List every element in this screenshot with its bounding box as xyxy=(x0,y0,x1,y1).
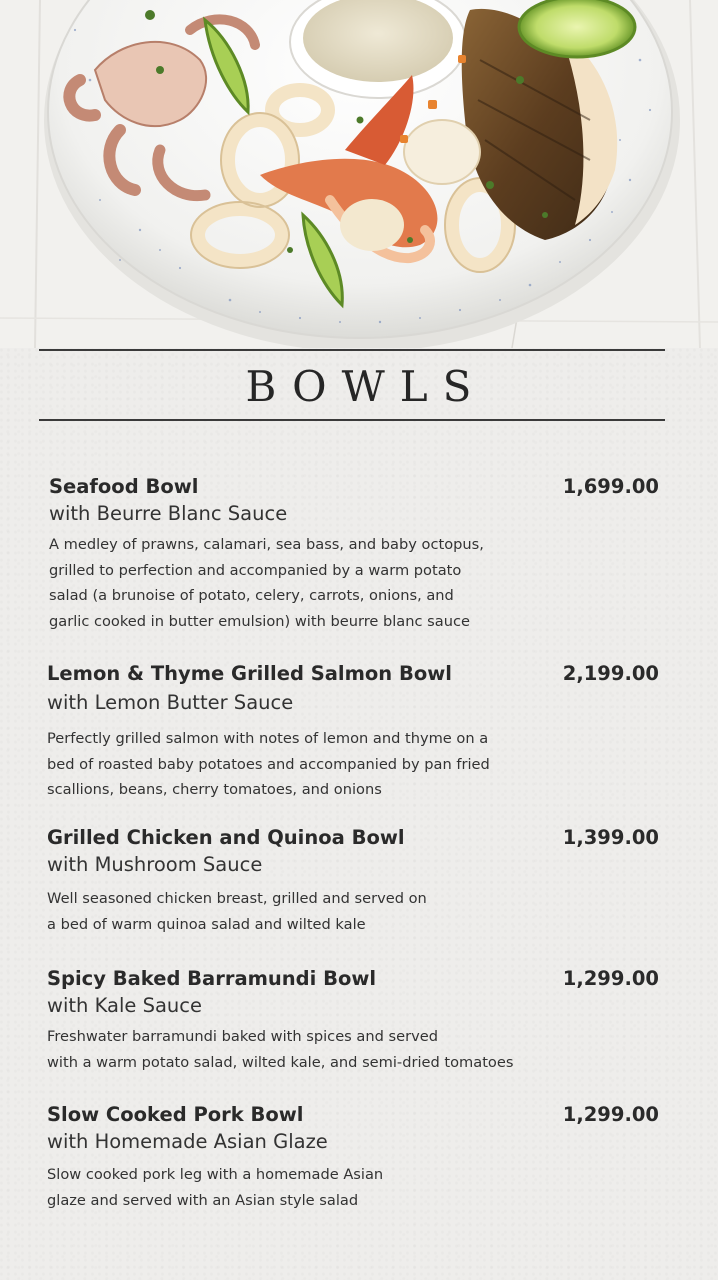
menu-item-name: Slow Cooked Pork Bowl xyxy=(47,1103,304,1126)
menu-item-price: 1,299.00 xyxy=(562,1103,659,1126)
header-bottom-rule xyxy=(39,419,665,421)
menu-item-price: 2,199.00 xyxy=(562,662,659,685)
hero-photo xyxy=(0,0,718,348)
menu-item-description: A medley of prawns, calamari, sea bass, and baby octopus, grilled to perfection and accompanied by a warm potato salad (a brunoise of potato, celery, carrots, onions, and garlic cooked in butter emulsion) with beurre blanc sauce xyxy=(49,536,484,630)
menu-item-price: 1,399.00 xyxy=(562,826,659,849)
seafood-bowl-photo xyxy=(0,0,718,348)
menu-item-salmon-bowl xyxy=(47,661,667,803)
menu-item-description: Freshwater barramundi baked with spices and served with a warm potato salad, wilted kale, and semi-dried tomatoes xyxy=(47,1028,514,1071)
section-title: BOWLS xyxy=(245,362,487,411)
menu-item-price: 1,299.00 xyxy=(562,967,659,990)
menu-item-barramundi-bowl xyxy=(47,966,667,1075)
menu-paper xyxy=(0,348,718,1280)
menu-item-sauce: with Beurre Blanc Sauce xyxy=(49,502,288,525)
menu-item-description: Perfectly grilled salmon with notes of lemon and thyme on a bed of roasted baby potatoes and accompanied by pan fried scallions, beans, cherry tomatoes, and onions xyxy=(47,730,490,798)
menu-item-name: Spicy Baked Barramundi Bowl xyxy=(47,967,377,990)
menu-item-name: Grilled Chicken and Quinoa Bowl xyxy=(47,826,405,849)
menu-item-pork-bowl xyxy=(47,1102,667,1213)
menu-item-sauce: with Mushroom Sauce xyxy=(47,853,263,876)
menu-item-description: Well seasoned chicken breast, grilled and served on a bed of warm quinoa salad and wilted kale xyxy=(47,890,427,933)
menu-item-chicken-quinoa-bowl xyxy=(47,825,667,937)
menu-item-price: 1,699.00 xyxy=(562,475,659,498)
menu-item-sauce: with Kale Sauce xyxy=(47,994,202,1017)
menu-item-seafood-bowl xyxy=(49,474,669,634)
menu-item-sauce: with Homemade Asian Glaze xyxy=(47,1130,328,1153)
menu-item-description: Slow cooked pork leg with a homemade Asian glaze and served with an Asian style salad xyxy=(47,1166,384,1209)
menu-item-name: Seafood Bowl xyxy=(49,475,199,498)
menu-item-name: Lemon & Thyme Grilled Salmon Bowl xyxy=(47,662,452,685)
header-top-rule xyxy=(39,349,665,351)
menu-item-sauce: with Lemon Butter Sauce xyxy=(47,691,294,714)
